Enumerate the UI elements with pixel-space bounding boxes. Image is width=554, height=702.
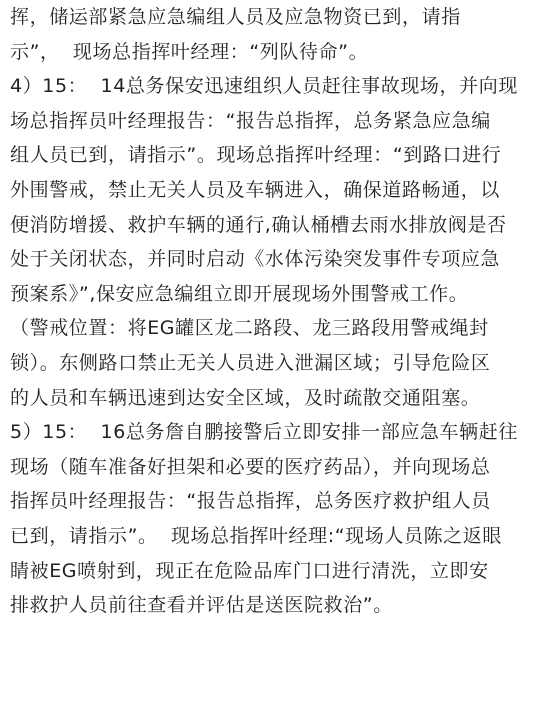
text-line: 锁）。东侧路口禁止无关人员进入泄漏区域；引导危险区 bbox=[10, 351, 491, 374]
text-line: 睛被EG喷射到，现正在危险品库门口进行清洗，立即安 bbox=[10, 559, 489, 582]
text-line: 4）15： 14总务保安迅速组织人员赶往事故现场，并向现 bbox=[10, 75, 518, 98]
document-body bbox=[10, 0, 546, 623]
text-line: 预案系》”,保安应急编组立即开展现场外围警戒工作。 bbox=[10, 282, 469, 305]
text-line: 外围警戒，禁止无关人员及车辆进入，确保道路畅通，以 bbox=[10, 178, 501, 201]
text-line: 场总指挥员叶经理报告：“报告总指挥，总务紧急应急编 bbox=[10, 109, 491, 132]
text-line: 的人员和车辆迅速到达安全区域，及时疏散交通阻塞。 bbox=[10, 386, 481, 409]
text-line: 已到，请指示”。 现场总指挥叶经理:“现场人员陈之返眼 bbox=[10, 524, 502, 547]
text-line: 指挥员叶经理报告：“报告总指挥，总务医疗救护组人员 bbox=[10, 490, 491, 513]
text-line: 5）15： 16总务詹自鹏接警后立即安排一部应急车辆赶往 bbox=[10, 421, 518, 444]
text-line: 示”， 现场总指挥叶经理：“列队待命”。 bbox=[10, 40, 369, 63]
text-line: 处于关闭状态，并同时启动《水体污染突发事件专项应急 bbox=[10, 248, 501, 271]
text-line: 便消防增援、救护车辆的通行,确认桶槽去雨水排放阀是否 bbox=[10, 213, 507, 236]
text-line: 现场（随车准备好担架和必要的医疗药品），并向现场总 bbox=[10, 455, 491, 478]
text-line: 排救护人员前往查看并评估是送医院救治”。 bbox=[10, 594, 393, 617]
text-line: 挥，储运部紧急应急编组人员及应急物资已到，请指 bbox=[10, 6, 461, 28]
text-line: （警戒位置：将EG罐区龙二路段、龙三路段用警戒绳封 bbox=[10, 317, 489, 340]
text-line: 组人员已到，请指示”。现场总指挥叶经理：“到路口进行 bbox=[10, 144, 502, 167]
